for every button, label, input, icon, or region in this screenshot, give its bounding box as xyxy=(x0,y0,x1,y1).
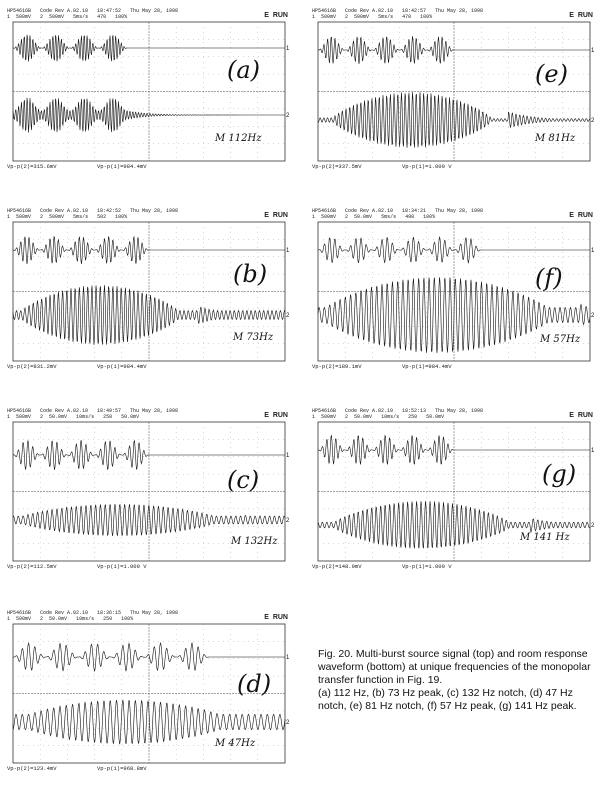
scope-panel-a xyxy=(5,8,290,173)
svg-text:1: 1 xyxy=(286,453,290,459)
panel-letter: (b) xyxy=(233,260,268,288)
vpp-ch1: Vp-p(1)=968.8mV xyxy=(97,765,147,772)
svg-text:1: 1 xyxy=(286,46,290,52)
vpp-ch1: Vp-p(1)=984.4mV xyxy=(97,163,147,170)
delay: 498 xyxy=(405,214,415,220)
vpp-ch2: Vp-p(2)=148.9mV xyxy=(312,563,362,570)
vpp-ch1: Vp-p(1)=984.4mV xyxy=(402,363,452,370)
svg-text:2: 2 xyxy=(286,720,290,726)
delay: 502 xyxy=(97,214,107,220)
ch2-scale: 2 50.0mV xyxy=(345,214,373,220)
handwritten-note: M 141 Hz xyxy=(520,532,570,543)
ch1-scale: 1 500mV xyxy=(7,214,32,220)
svg-text:1: 1 xyxy=(286,248,290,254)
ch2-scale: 2 500mV xyxy=(345,14,370,20)
caption-list: (a) 112 Hz, (b) 73 Hz peak, (c) 132 Hz notch, (d) 47 Hz notch, (e) 81 Hz notch, (f) 57 Hz peak, (g) 141 Hz peak. xyxy=(318,687,577,712)
vpp-ch2: Vp-p(2)=189.1mV xyxy=(312,363,362,370)
handwritten-note: M 112Hz xyxy=(215,133,262,144)
delay: 250 xyxy=(103,414,113,420)
ch2-scale: 2 500mV xyxy=(40,14,65,20)
ref-level: 50.0mV xyxy=(121,414,140,420)
instrument-info: HP54616B Code Rev A.02.10 18:49:57 Thu May 28, 1998 xyxy=(7,408,179,414)
vpp-ch2: Vp-p(2)=337.5mV xyxy=(312,163,362,170)
run-status: E RUN xyxy=(264,412,288,419)
run-status: E RUN xyxy=(264,614,288,621)
run-status: E RUN xyxy=(569,412,593,419)
run-status: E RUN xyxy=(569,212,593,219)
ref-level: 100% xyxy=(420,14,433,20)
instrument-info: HP54616B Code Rev A.02.10 18:47:52 Thu May 28, 1998 xyxy=(7,8,179,14)
scope-header xyxy=(5,408,290,420)
timebase: 10ms/s xyxy=(76,616,95,622)
svg-text:1: 1 xyxy=(286,655,290,661)
delay: 470 xyxy=(97,14,107,20)
ref-level: 100% xyxy=(115,214,128,220)
svg-text:1: 1 xyxy=(591,248,595,254)
handwritten-note: M 81Hz xyxy=(535,133,576,144)
handwritten-note: M 132Hz xyxy=(231,536,278,547)
scope-header xyxy=(5,610,290,622)
ref-level: 100% xyxy=(121,616,134,622)
ch1-scale: 1 500mV xyxy=(312,14,337,20)
ch1-scale: 1 500mV xyxy=(312,414,337,420)
timebase: 5ms/s xyxy=(378,14,394,20)
ch2-scale: 2 50.0mV xyxy=(40,414,68,420)
panel-letter: (a) xyxy=(227,56,261,84)
run-status: E RUN xyxy=(264,12,288,19)
panel-letter: (c) xyxy=(227,466,260,494)
vpp-ch1: Vp-p(1)=984.4mV xyxy=(97,363,147,370)
svg-text:2: 2 xyxy=(591,313,595,319)
scope-header xyxy=(310,208,595,220)
svg-text:2: 2 xyxy=(286,518,290,524)
delay: 250 xyxy=(103,616,113,622)
instrument-info: HP54616B Code Rev A.02.10 18:42:52 Thu May 28, 1998 xyxy=(7,208,179,214)
vpp-ch2: Vp-p(2)=123.4mV xyxy=(7,765,57,772)
handwritten-note: M 47Hz xyxy=(215,738,256,749)
timebase: 10ms/s xyxy=(76,414,95,420)
ref-level: 50.0mV xyxy=(426,414,445,420)
ch1-scale: 1 500mV xyxy=(7,14,32,20)
handwritten-note: M 57Hz xyxy=(540,334,581,345)
svg-text:1: 1 xyxy=(591,48,595,54)
figure-caption xyxy=(318,648,596,713)
scope-header xyxy=(5,208,290,220)
instrument-info: HP54616B Code Rev A.02.10 18:34:21 Thu May 28, 1998 xyxy=(312,208,484,214)
instrument-info: HP54616B Code Rev A.02.10 18:52:13 Thu May 28, 1998 xyxy=(312,408,484,414)
instrument-info: HP54616B Code Rev A.02.10 18:42:57 Thu May 28, 1998 xyxy=(312,8,484,14)
vpp-ch2: Vp-p(2)=831.2mV xyxy=(7,363,57,370)
timebase: 5ms/s xyxy=(73,14,89,20)
delay: 470 xyxy=(402,14,412,20)
ch2-scale: 2 500mV xyxy=(40,214,65,220)
ch1-scale: 1 500mV xyxy=(7,616,32,622)
scope-panel-g xyxy=(310,408,595,573)
handwritten-note: M 73Hz xyxy=(233,332,274,343)
timebase: 10ms/s xyxy=(381,414,400,420)
vpp-ch1: Vp-p(1)=1.000 V xyxy=(402,163,452,170)
ref-level: 100% xyxy=(115,14,128,20)
timebase: 5ms/s xyxy=(381,214,397,220)
scope-header xyxy=(310,8,595,20)
svg-text:2: 2 xyxy=(591,523,595,529)
svg-text:2: 2 xyxy=(591,118,595,124)
scope-panel-d xyxy=(5,610,290,775)
panel-letter: (e) xyxy=(535,60,568,88)
scope-panel-e xyxy=(310,8,595,173)
vpp-ch2: Vp-p(2)=315.6mV xyxy=(7,163,57,170)
ch2-scale: 2 50.0mV xyxy=(345,414,373,420)
vpp-ch1: Vp-p(1)=1.000 V xyxy=(402,563,452,570)
delay: 250 xyxy=(408,414,418,420)
scope-panel-f xyxy=(310,208,595,373)
panel-letter: (d) xyxy=(237,670,272,698)
caption-title: Fig. 20. Multi-burst source signal (top) and room response waveform (bottom) at unique frequencies of the monopolar transfer function in Fig. 19. xyxy=(318,648,591,686)
ch1-scale: 1 500mV xyxy=(312,214,337,220)
vpp-ch1: Vp-p(1)=1.000 V xyxy=(97,563,147,570)
scope-panel-c xyxy=(5,408,290,573)
instrument-info: HP54616B Code Rev A.02.10 18:36:15 Thu May 28, 1998 xyxy=(7,610,179,616)
panel-letter: (g) xyxy=(542,460,577,488)
ch2-scale: 2 50.0mV xyxy=(40,616,68,622)
svg-text:2: 2 xyxy=(286,113,290,119)
scope-panel-b xyxy=(5,208,290,373)
scope-header xyxy=(310,408,595,420)
scope-header xyxy=(5,8,290,20)
ref-level: 100% xyxy=(423,214,436,220)
run-status: E RUN xyxy=(569,12,593,19)
run-status: E RUN xyxy=(264,212,288,219)
panel-letter: (f) xyxy=(535,264,563,292)
ch1-scale: 1 500mV xyxy=(7,414,32,420)
svg-text:2: 2 xyxy=(286,313,290,319)
timebase: 5ms/s xyxy=(73,214,89,220)
svg-text:1: 1 xyxy=(591,448,595,454)
vpp-ch2: Vp-p(2)=112.5mV xyxy=(7,563,57,570)
